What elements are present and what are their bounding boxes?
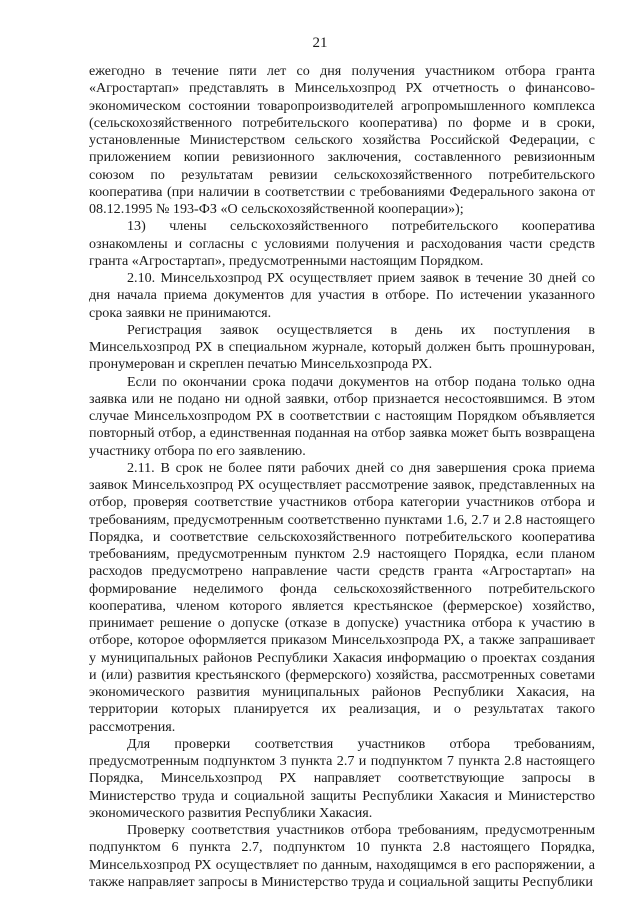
paragraph-item-13: 13) члены сельскохозяйственного потребительского кооператива ознакомлены и согласны с условиями получения и расходования части средств гранта «Агростартап», предусмотренными настоящим Порядком.	[89, 218, 595, 269]
paragraph-report-obligation: ежегодно в течение пяти лет со дня получения участником отбора гранта «Агростартап» представлять в Минсельхозпрод РХ отчетность о финансово-экономическом состоянии товаропроизводителей агропромышленного комплекса (сельскохозяйственного потребительского кооператива) по форме и в сроки, установленные Министерством сельского хозяйства Российской Федерации, с приложением копии ревизионного заключения, составленного ревизионным союзом по результатам ревизии сельскохозяйственного потребительского кооператива (при наличии в соответствии с требованиями Федерального закона от 08.12.1995 № 193-ФЗ «О сельскохозяйственной кооперации»);	[89, 63, 595, 217]
paragraph-single-application: Если по окончании срока подачи документов на отбор подана только одна заявка или не подано ни одной заявки, отбор признается несостоявшимся. В этом случае Минсельхозпродом РХ в соответствии с настоящим Порядком объявляется повторный отбор, а единственная поданная на отбор заявка может быть возвращена участнику отбора по его заявлению.	[89, 373, 595, 459]
paragraph-2-11: 2.11. В срок не более пяти рабочих дней со дня завершения срока приема заявок Минсельхозпрод РХ осуществляет рассмотрение заявок, представленных на отбор, проверяя соответствие участников отбора категории участников отбора и требованиям, предусмотренным соответственно пунктами 1.6, 2.7 и 2.8 настоящего Порядка, и соответствие сельскохозяйственного потребительского кооператива требованиям, предусмотренным пунктом 2.9 настоящего Порядка, если планом расходов предусмотрено направление части средств гранта «Агростартап» на формирование неделимого фонда сельскохозяйственного потребительского кооператива, членом которого является крестьянское (фермерское) хозяйство, принимает решение о допуске (отказе в допуске) участника отбора к участию в отборе, которое оформляется приказом Минсельхозпрода РХ, а также запрашивает у муниципальных районов Республики Хакасия информацию о проектах создания и (или) развития крестьянского (фермерского) хозяйства, рассмотренных советами экономического развития муниципальных районов Республики Хакасия, на территории которых планируется их реализация, и о результатах такого рассмотрения.	[89, 459, 595, 735]
paragraph-2-10: 2.10. Минсельхозпрод РХ осуществляет прием заявок в течение 30 дней со дня начала приема документов для участия в отборе. По истечении указанного срока заявки не принимаются.	[89, 270, 595, 321]
paragraph-verification-requests: Для проверки соответствия участников отбора требованиям, предусмотренным подпунктом 3 пункта 2.7 и подпунктом 7 пункта 2.8 настоящего Порядка, Минсельхозпрод РХ направляет соответствующие запросы в Министерство труда и социальной защиты Республики Хакасия и Министерство экономического развития Республики Хакасия.	[89, 735, 595, 821]
paragraph-registration: Регистрация заявок осуществляется в день их поступления в Минсельхозпрод РХ в специальном журнале, который должен быть прошнурован, пронумерован и скреплен печатью Минсельхозпрода РХ.	[89, 321, 595, 373]
page-number: 21	[312, 35, 328, 51]
document-body	[89, 63, 595, 891]
paragraph-verification-own-data: Проверку соответствия участников отбора требованиям, предусмотренным подпунктом 6 пункта 2.7, подпунктом 10 пункта 2.8 настоящего Порядка, Минсельхозпрод РХ осуществляет по данным, находящимся в его распоряжении, а также направляет запросы в Министерство труда и социальной защиты Республики	[89, 822, 595, 890]
